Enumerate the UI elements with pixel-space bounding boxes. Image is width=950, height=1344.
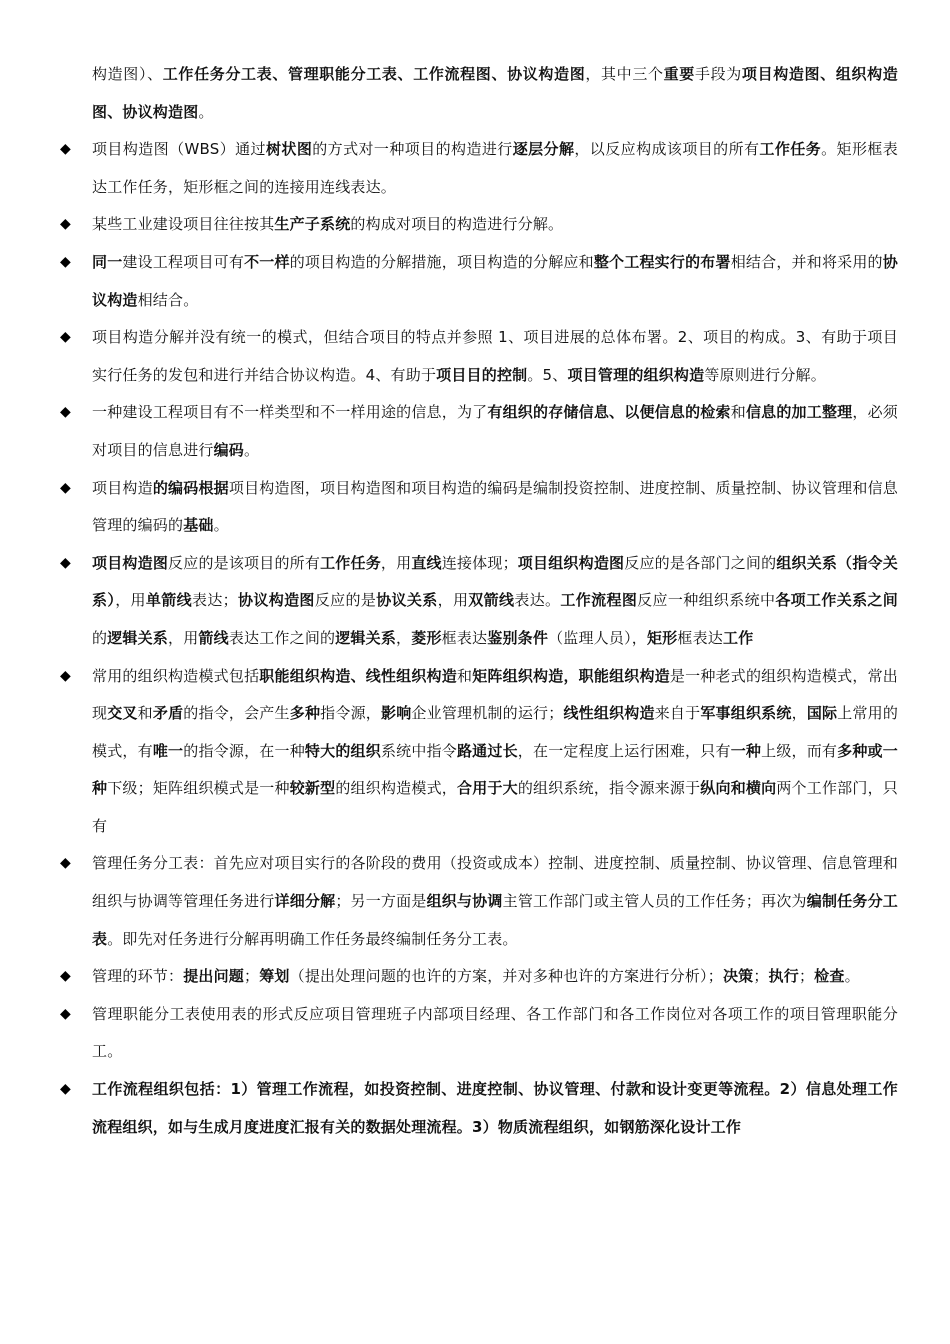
bold-text-segment: 项目目的控制 [436, 365, 528, 384]
bold-text-segment: 工作 [723, 628, 754, 647]
text-segment: 表达。 [514, 591, 561, 610]
bold-text-segment: 整个工程实行的布署 [593, 252, 731, 271]
text-segment: 是一种老式的组织构造模式，常出现 [92, 666, 899, 723]
bold-text-segment: 项目组织构造图 [517, 553, 625, 572]
text-segment: 企业管理机制的运行； [411, 704, 564, 723]
diamond-bullet-icon: ◆ [60, 1005, 71, 1022]
text-segment: ，用 [437, 591, 469, 610]
text-segment: 。 [198, 102, 214, 121]
bold-text-segment: 菱形 [411, 628, 442, 647]
text-segment: 项目构造图，项目构造图和项目构造的编码是编制投资控制、进度控制、质量控制、协议管理和信息管理的编码的 [92, 478, 898, 535]
bullet-paragraph [60, 1071, 898, 1146]
text-segment: 。即先对任务进行分解再明确工作任务最终编制任务分工表。 [107, 929, 518, 948]
text-segment: 项目构造 [92, 478, 153, 497]
bold-text-segment: 双箭线 [468, 591, 515, 610]
text-segment: （监理人员）， [548, 628, 647, 647]
bold-text-segment: 逻辑关系 [335, 628, 397, 647]
bold-text-segment: 职能组织构造、线性组织构造 [259, 666, 457, 685]
text-segment: 等原则进行分解。 [704, 365, 826, 384]
bold-text-segment: 项目构造图、组织构造图、协议构造图 [92, 65, 898, 121]
text-segment: 的组织系统，指令源来源于 [517, 779, 701, 798]
text-segment: 相结合，并和将采用的 [730, 252, 883, 271]
text-segment: 的 [92, 628, 108, 647]
text-segment: 项目构造分解并没有统一的模式，但结合项目的特点并参照 1、项目进展的总体布署。2、项目的构成。3、有助于项目实行任务的发包和进行并结合协议构造。4、有助于 [92, 328, 898, 384]
text-segment: 构造图）、 [92, 65, 163, 83]
text-segment: 。 [213, 516, 229, 535]
text-segment: ； [798, 967, 815, 986]
text-segment: 框表达 [677, 628, 723, 647]
text-segment: 某些工业建设项目往往按其 [92, 215, 275, 234]
bold-text-segment: 同一 [92, 252, 123, 271]
text-segment: 。矩形框表达工作任务，矩形框之间的连接用连线表达。 [92, 140, 898, 196]
bold-text-segment: 工作任务 [759, 140, 822, 159]
text-segment: ；另一方面是 [335, 892, 427, 911]
text-segment: 下级；矩阵组织模式是一种 [107, 779, 290, 798]
text-segment: ， [791, 704, 807, 723]
text-segment: ； [753, 967, 769, 986]
bullet-paragraph [60, 394, 899, 469]
bold-text-segment: 较新型 [289, 779, 336, 798]
text-segment: 建设工程项目可有 [122, 252, 245, 271]
text-segment: 反应一种组织系统中 [637, 591, 776, 610]
text-segment: 的组织构造模式， [335, 779, 457, 798]
bold-text-segment: 组织与协调 [426, 892, 503, 911]
text-segment: 相结合。 [137, 290, 199, 309]
bold-text-segment: 路通过长 [456, 741, 518, 760]
text-segment: 管理职能分工表使用表的形式反应项目管理班子内部项目经理、各工作部门和各工作岗位对各项工作的项目管理职能分工。 [92, 1004, 898, 1061]
diamond-bullet-icon: ◆ [60, 968, 71, 985]
bold-text-segment: 合用于大 [456, 779, 518, 798]
diamond-bullet-icon: ◆ [60, 216, 71, 233]
diamond-bullet-icon: ◆ [60, 1081, 71, 1098]
bold-text-segment: 项目构造图 [92, 553, 169, 572]
text-segment: 上常用的模式，有 [92, 704, 899, 760]
bold-text-segment: 多种或一种 [92, 741, 898, 798]
text-segment: （提出处理问题的也许的方案，并对多种也许的方案进行分析）； [289, 967, 723, 986]
bold-text-segment: 协议关系 [376, 591, 438, 610]
text-segment: 上级，而有 [761, 741, 838, 760]
bold-text-segment: 箭线 [198, 628, 229, 647]
bold-text-segment: 协议构造图 [237, 591, 315, 610]
bullet-paragraph [60, 319, 898, 394]
text-segment: 的方式对一种项目的构造进行 [312, 140, 513, 159]
bullet-paragraph [60, 131, 898, 206]
bold-text-segment: 鉴别条件 [487, 628, 549, 647]
bold-text-segment: 唯一 [152, 741, 184, 760]
bold-text-segment: 协议构造 [92, 252, 898, 309]
bold-text-segment: 信息的加工整理 [745, 403, 853, 422]
text-segment: 常用的组织构造模式包括 [92, 666, 260, 685]
bold-text-segment: 的编码根据 [152, 478, 229, 497]
bold-text-segment: 各项工作关系之间 [775, 591, 898, 610]
text-segment: 的指令，会产生 [183, 704, 290, 723]
text-segment: ，必须对项目的信息进行 [92, 403, 899, 459]
bold-text-segment: 单箭线 [145, 591, 192, 610]
text-segment: 的项目构造的分解措施，项目构造的分解应和 [289, 252, 594, 271]
bold-text-segment: 特大的组织 [304, 741, 381, 760]
bold-text-segment: 影响 [380, 704, 412, 723]
bullet-paragraph [60, 206, 898, 244]
bold-text-segment: 项目管理的组织构造 [567, 365, 705, 384]
bold-text-segment: 矩阵组织构造，职能组织构造 [472, 666, 670, 685]
text-segment: 管理任务分工表：首先应对项目实行的各阶段的费用（投资或成本）控制、进度控制、质量控制、协议管理、信息管理和组织与协调等管理任务进行 [92, 854, 898, 911]
bullet-paragraph [60, 996, 898, 1071]
bold-text-segment: 工作流程图 [560, 591, 638, 610]
bold-text-segment: 直线 [411, 553, 442, 572]
text-segment: 。 [844, 967, 860, 986]
text-segment: 。5、 [527, 365, 568, 384]
text-segment: 反应的是 [314, 591, 377, 610]
diamond-bullet-icon: ◆ [60, 329, 71, 346]
bold-text-segment: 矩形 [646, 628, 678, 647]
text-segment: 来自于 [654, 704, 701, 723]
bold-text-segment: 树状图 [265, 140, 313, 159]
text-segment: ，用 [168, 628, 199, 647]
bold-text-segment: 纵向和横向 [700, 779, 777, 798]
text-segment: 连接体现； [441, 553, 518, 572]
text-segment: ，用 [115, 591, 146, 610]
text-segment: 的指令源，在一种 [183, 741, 305, 760]
bold-text-segment: 生产子系统 [274, 215, 351, 234]
bold-text-segment: 国际 [806, 704, 838, 723]
bold-text-segment: 一种 [730, 741, 762, 760]
text-segment: 主管工作部门或主管人员的工作任务；再次为 [502, 892, 807, 911]
diamond-bullet-icon: ◆ [60, 479, 71, 496]
text-segment: 的构成对项目的构造进行分解。 [350, 215, 564, 234]
bold-text-segment: 基础 [183, 516, 214, 535]
bold-text-segment: 逻辑关系 [107, 628, 169, 647]
bold-text-segment: 逐层分解 [512, 140, 575, 159]
bullet-paragraph [60, 958, 898, 996]
bold-text-segment: 决策 [722, 967, 754, 986]
bullet-paragraph [60, 845, 898, 958]
bullet-paragraph [60, 244, 898, 319]
diamond-bullet-icon: ◆ [60, 141, 71, 158]
bold-text-segment: 重要 [663, 65, 695, 83]
bold-text-segment: 详细分解 [274, 892, 336, 911]
bold-text-segment: 军事组织系统 [700, 704, 792, 723]
diamond-bullet-icon: ◆ [60, 667, 71, 684]
bold-text-segment: 组织关系（指令关系） [92, 553, 898, 610]
text-segment: 表达； [191, 591, 238, 610]
bold-text-segment: 执行 [768, 967, 799, 986]
bold-text-segment: 交叉 [107, 704, 138, 723]
bold-text-segment: 提出问题 [183, 967, 245, 986]
bold-text-segment: 检查 [814, 967, 845, 986]
bold-text-segment: 工作任务 [320, 553, 381, 572]
diamond-bullet-icon: ◆ [60, 855, 71, 872]
diamond-bullet-icon: ◆ [60, 554, 71, 571]
bold-text-segment: 编制任务分工表 [92, 892, 898, 948]
bold-text-segment: 筹划 [259, 967, 290, 986]
bold-text-segment: 工作任务分工表、管理职能分工表、工作流程图、协议构造图 [162, 65, 586, 83]
diamond-bullet-icon: ◆ [60, 404, 71, 421]
text-segment: ，在一定程度上运行困难，只有 [517, 741, 731, 760]
text-segment: 和 [730, 403, 746, 422]
text-segment: ，以反应构成该项目的所有 [574, 140, 760, 159]
text-segment: 反应的是该项目的所有 [168, 553, 321, 572]
bold-text-segment: 线性组织构造 [563, 704, 655, 723]
bold-text-segment: 编码 [213, 440, 245, 459]
text-segment: 框表达 [441, 628, 488, 647]
text-segment: ； [244, 967, 260, 986]
text-segment: 和 [456, 666, 473, 685]
diamond-bullet-icon: ◆ [60, 253, 71, 270]
text-segment: 表达工作之间的 [228, 628, 336, 647]
text-segment: 管理的环节： [92, 967, 184, 986]
bold-text-segment: 矛盾 [152, 704, 184, 723]
text-segment: ，其中三个 [585, 65, 664, 83]
bullet-paragraph [60, 658, 899, 846]
text-segment: ，用 [380, 553, 412, 572]
bold-text-segment: 不一样 [244, 252, 290, 271]
text-segment: 反应的是各部门之间的 [624, 553, 777, 572]
text-segment: 项目构造图（WBS）通过 [92, 140, 266, 159]
bullet-paragraph [60, 470, 898, 545]
text-segment: 一种建设工程项目有不一样类型和不一样用途的信息，为了 [92, 403, 488, 422]
bold-text-segment: 工作流程组织包括：1）管理工作流程，如投资控制、进度控制、协议管理、付款和设计变更等流程。2）信息处理工作流程组织，如与生成月度进度汇报有关的数据处理流程。3）物质流程组织，如钢筋深化设计工作 [92, 1080, 898, 1136]
paragraph [92, 56, 898, 131]
text-segment: ， [396, 628, 412, 647]
text-segment: 系统中指令 [380, 741, 457, 760]
text-segment: 指令源， [320, 704, 381, 723]
bold-text-segment: 有组织的存储信息、以便信息的检索 [487, 403, 731, 422]
text-segment: 。 [244, 440, 260, 459]
text-segment: 手段为 [694, 65, 742, 83]
bullet-paragraph [60, 545, 898, 658]
text-segment: 和 [137, 704, 153, 723]
text-segment: 两个工作部门，只有 [92, 779, 898, 835]
bold-text-segment: 多种 [289, 704, 321, 723]
